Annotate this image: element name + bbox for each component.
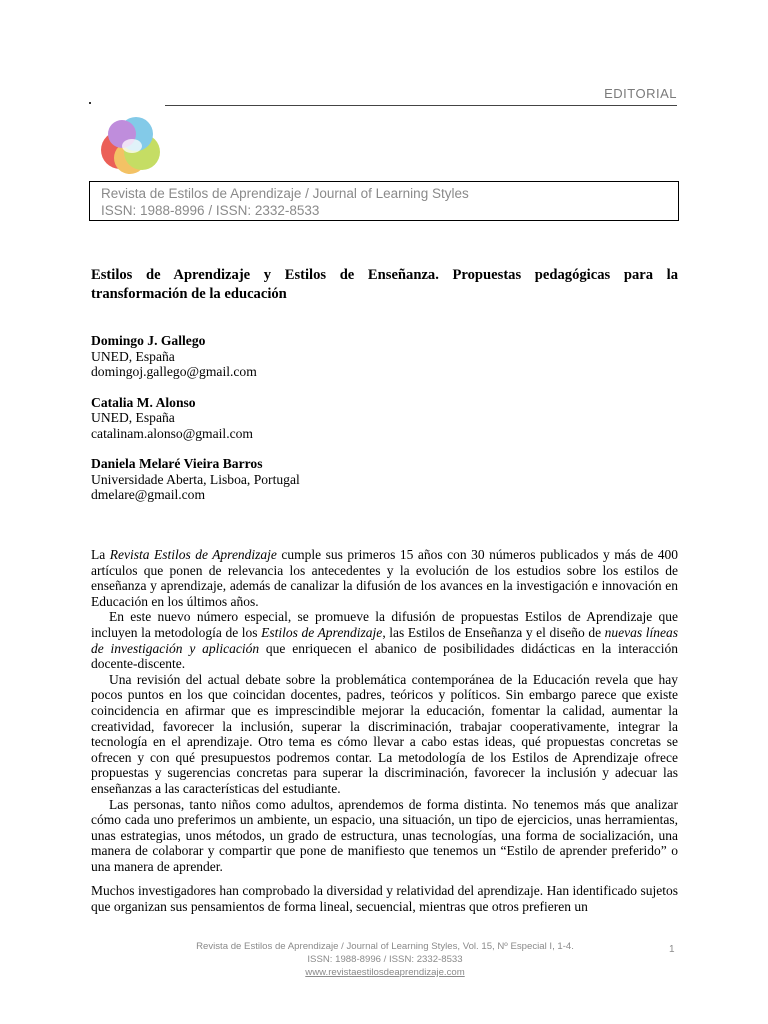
paragraph: Muchos investigadores han comprobado la diversidad y relatividad del aprendizaje. Han identificado sujetos que organizan sus pensamientos de forma lineal, secuencial, mientras que otros prefieren un: [91, 883, 678, 915]
author-email[interactable]: domingoj.gallego@gmail.com: [91, 364, 257, 379]
header-dot: [89, 102, 91, 104]
text-run: En este nuevo número especial, se promueve la difusión de propuestas Estilos de Aprendizaje que incluyen la metodología de los: [91, 609, 678, 640]
author-affiliation: Universidade Aberta, Lisboa, Portugal: [91, 471, 300, 487]
author-block: [91, 333, 671, 380]
paragraph: Una revisión del actual debate sobre la problemática contemporánea de la Educación revela que hay pocos puntos en los que coincidan docentes, padres, teóricos y políticos. Sin embargo parece que existe coincidencia en afirmar que es imprescindible mejorar la educación, fomentar la calidad, aumentar la creatividad, favorecer la inclusión, superar la discriminación, trabajar cooperativamente, integrar la tecnología en el aprendizaje. Otro tema es cómo llevar a cabo estas ideas, qué propuestas concretas se ofrecen y con qué presupuestos podremos contar. La metodología de los Estilos de Aprendizaje ofrece propuestas y sugerencias concretas para superar la discriminación, favorecer la inclusión y adecuar las enseñanzas a las características del estudiante.: [91, 671, 678, 796]
journal-issn: ISSN: 1988-8996 / ISSN: 2332-8533: [101, 203, 320, 218]
paragraph: [91, 609, 678, 671]
text-run: que enriquecen el abanico de posibilidades didácticas en la interacción docente-discente.: [91, 640, 679, 672]
logo-highlight: [122, 139, 142, 153]
journal-name-italic: Revista Estilos de Aprendizaje: [109, 547, 277, 562]
article-body: [91, 547, 678, 915]
journal-name: Revista de Estilos de Aprendizaje / Journal of Learning Styles: [101, 186, 469, 201]
footer-issn: ISSN: 1988-8996 / ISSN: 2332-8533: [307, 954, 463, 965]
journal-info-box: [89, 181, 679, 221]
author-email[interactable]: catalinam.alonso@gmail.com: [91, 425, 254, 441]
header-rule: [165, 105, 677, 106]
text-run: cumple sus primeros 15 años con 30 números publicados y más de 400 artículos que ponen de relevancia los antecedentes y la evolución de los estudios sobre los estilos de enseñanza y aprendizaje, además de canalizar la difusión de los avances en la investigación e innovación en Educación en los últimos años.: [91, 547, 678, 609]
text-run: , las Estilos de Enseñanza y el diseño de: [382, 624, 605, 640]
italic-term: nuevas líneas de investigación y aplicación: [91, 624, 678, 656]
author-name: Catalia M. Alonso: [91, 394, 196, 410]
author-affiliation: UNED, España: [91, 410, 175, 425]
italic-term: Estilos de Aprendizaje: [261, 624, 383, 640]
author-list: [91, 333, 671, 518]
author-block: [91, 456, 671, 503]
author-name: Domingo J. Gallego: [91, 333, 206, 348]
author-affiliation: UNED, España: [91, 348, 175, 364]
page-footer: [150, 940, 620, 979]
author-block: [91, 395, 671, 442]
text-run: La: [91, 547, 110, 562]
author-name: Daniela Melaré Vieira Barros: [91, 456, 263, 471]
journal-logo: [96, 114, 166, 176]
section-label: EDITORIAL: [604, 86, 677, 101]
paragraph: [91, 547, 678, 609]
page-number: 1: [669, 944, 675, 955]
paragraph: Las personas, tanto niños como adultos, aprendemos de forma distinta. No tenemos más que analizar cómo cada uno preferimos un ambiente, un espacio, una situación, un tipo de ejercicios, unas herramientas, unas estrategias, unos métodos, un grado de estructura, unas tecnologías, una forma de socialización, una manera de colaborar y compartir que pone de manifiesto que tenemos un “Estilo de aprender preferido” o una manera de aprender.: [91, 796, 678, 874]
author-email[interactable]: dmelare@gmail.com: [91, 487, 206, 502]
article-title: Estilos de Aprendizaje y Estilos de Enseñanza. Propuestas pedagógicas para la transformación de la educación: [91, 267, 678, 302]
footer-citation: Revista de Estilos de Aprendizaje / Journal of Learning Styles, Vol. 15, Nº Especial I, 1-4.: [196, 941, 574, 952]
footer-url-link[interactable]: www.revistaestilosdeaprendizaje.com: [305, 967, 465, 978]
